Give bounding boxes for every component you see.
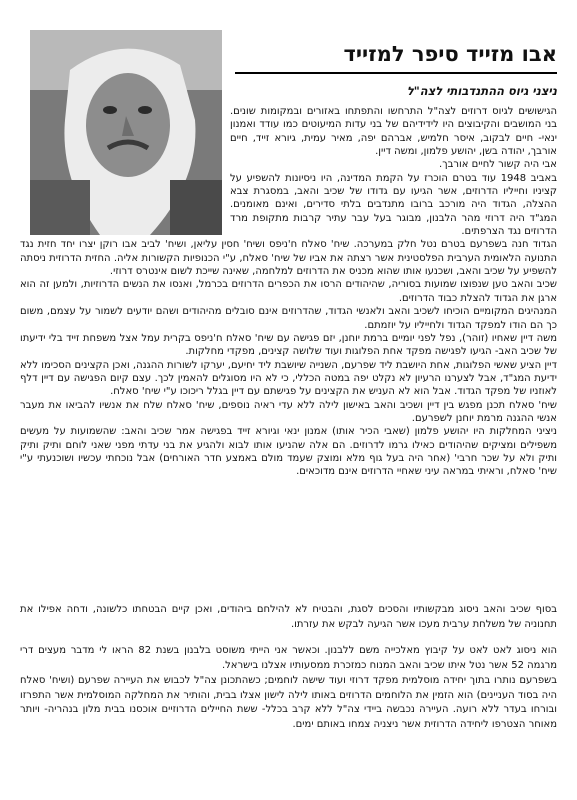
paragraph: משה דיין שאחיו (זוהר), נפל לפני יומיים ברמת יוחנן, יזם פגישה עם שיח' סאלח ח'ניפס בקרית עמל אצל משפחת זייד בלי ידיעתו של שכיב האב- הגיעו לפגישה מפקד אחת הפלוגות ועוד שלושה קצינים, מפקדי מחלקות.: [20, 332, 557, 358]
paragraph: ניציני המחלקות היו יהושע פלמון (שאבי הכיר אותו) אמנון ינאי וגיורא זייד בפגישה אמר שכיב והאב: שהשמועות על מעשים משפילים ומציקים שהיהודים כאילו גרמו לדרוזים. הם אלה שהניעו אותו לבוא ולהגיע את בני עדתי מפני שאני לוחם ותיק ותיק ותיק ולא על שכר חרבי' (אחר היה בעל גוף מלא ומוצק שעמד מולם באמצע חדר האורחים) אבל נוכחתי עכשיו ושוכנעתי ע"י שיח' סאלח, וראיתי במראה עיני שאחיי הדרוזים אינם מדוכאים.: [20, 426, 557, 478]
paragraph: בסוף שכיב והאב ניסוג מבקשותיו והסכים לסגת, והבטיח לא להילחם ביהודים, ואכן קיים הבטחתו כלשונה, ודחה אפילו את תחנוניה של משלחת ערבית מעכו אשר הגיעה לבקש את עזרתו.: [20, 604, 557, 630]
article-title: אבו מזייד סיפר למזייד: [235, 40, 557, 74]
paragraph: באביב 1948 עוד בטרם הוכרז על הקמת המדינה, היו ניסיונות להשפיע על קציניו וחייליו הדרוזים, אשר הגיעו עם גדודו של שכיב והאב, במסגרת צבא ההצלה, הגדוד היה מורכב ברובו מתנדבים בלתי סדירים, ואינם מאומנים. המג"ד היה דרוזי מהר הלבנון, מבוגר בעל עבר עתיר קרבות מתקופת מרד הדרוזים נגד הצרפתים.: [230, 172, 557, 238]
paragraph: הגישושים לגיוס דרוזים לצה"ל התרחשו והתפתחו באזורים ובמקומות שונים. בני המושבים והקיבוצים היו לידידיהם של בני עדות המיעוטים כמו עודד ואמנון ינאי- חיים לבקוב, איסר חלמיש, אברהם יפה, מאיר עמית, גיורא זייד, חיים אורבך, יהודה בשן, יהושע פלמון, ומשה דיין.: [230, 106, 557, 158]
paragraph: שיח' סאלח תכנן מפגש בין דיין ושכיב והאב באישון לילה ללא עדי ראיה נוספים, שיח' סאלח שלח את אנשיו להביאו את מעבר אנשי ההגנה מרמת יוחנן לשפרעם.: [20, 399, 557, 424]
paragraph: הוא ניסוג לאט לאט על קיבוץ מאלכייה משם ללבנון. וכאשר אני הייתי משוסט בלבנון בשנת 82 הראו לי מדבר מעצים דרי מרגמה 52 אשר נטל איתו שכיב והאב המנוח כמזכרת ממסעותיו אצלנו בישראל.: [20, 645, 557, 672]
paragraph: המנהיגים המקומיים הוכיחו לשכיב והאב ולאנשי הגדוד, שהדרוזים אינם סובלים מהיהודים ושהם יודעים לשמור על עצמם, משום כך הם הודו למפקד הגדוד ולחייליו על יוזמתם.: [20, 306, 557, 331]
paragraph: בשפרעם נותרו בתוך יחידה מוסלמית מפקד דרוזי ועוד שישה לוחמים; כשהתכונן צה"ל לכבוש את העיירה שפרעם (ושיח' סאלח היה בסוד העניינים) הוא הזמין את הלוחמים הדרוזים באותו לילה לישון אצלו בבית, והותיר את המחלקה המוסלמית אשר התפרזו ובורחו בעדר ללא רועה. העיירה נכבשה ביידי צה"ל ללא קרב בכלל- ששת החיילים הדרוזיים אוכסנו בבית מלון בנהריה- ויותר מאוחר הצטרפו ליחידה הדרוזית אשר ניצניה צמחו באותם ימים.: [20, 674, 557, 730]
article-subtitle: ניצני גיוס ההתנדבותי לצה"ל: [406, 84, 557, 98]
paragraph: שכיב והאב טען שנפוצו שמועות בסוריה, שהיהודים הרסו את הכפרים הדרוזים בכרמל, ואנסו את הנשים הדרוזיות, ולמען זה הוא ארגן את הגדוד להצלת כבוד הדרוזים.: [20, 279, 557, 304]
article-body: [20, 78, 557, 479]
paragraph: דיין הציע שאשי הפלוגות, אחת היושבת ליד שפרעם, השנייה שיושבת ליד יחיעם, יערקו לשורות ההגנה, ואכן הקצינים הסכימו ללא ידיעת המג"ד, אבל לצערנו הרעיון לא נקלט יפה במטה הכללי, כי לא היו מסוגלים להאמין לכך. עצם קיום הפגישה עם דיין דלף לאוזניו של מפקד הגדוד. אבל הוא לא העניש את הקצינים על פגישתם עם דיין בגלל ריכוכו ע"י שיח' סאלח.: [20, 359, 557, 398]
portrait-photo: [30, 30, 222, 235]
portrait-illustration: [30, 30, 222, 235]
paragraph: הגדוד חנה בשפרעם בטרם נטל חלק במערכה. שיח' סאלח ח'ניפס ושיח' חסין עליאן, ושיח' לביב אבו רוקן יצרו יחד חזית נגד התנועה הלאומית הערבית הפלסטינית אשר רצתה את אביו של שיח' סאלח, ע"י הכנופיות הקשורות אליה. החזית הדרוזית ניסתה להשפיע על שכיב והאב, ושכנעו אותו שהוא מכניס את הדרוזים למלחמה, שאינה שייכת לשום אינטרס דרוזי.: [20, 239, 557, 278]
article-conclusion: [20, 603, 557, 733]
paragraph: אבי היה קשור לחיים אורבך.: [439, 159, 557, 171]
